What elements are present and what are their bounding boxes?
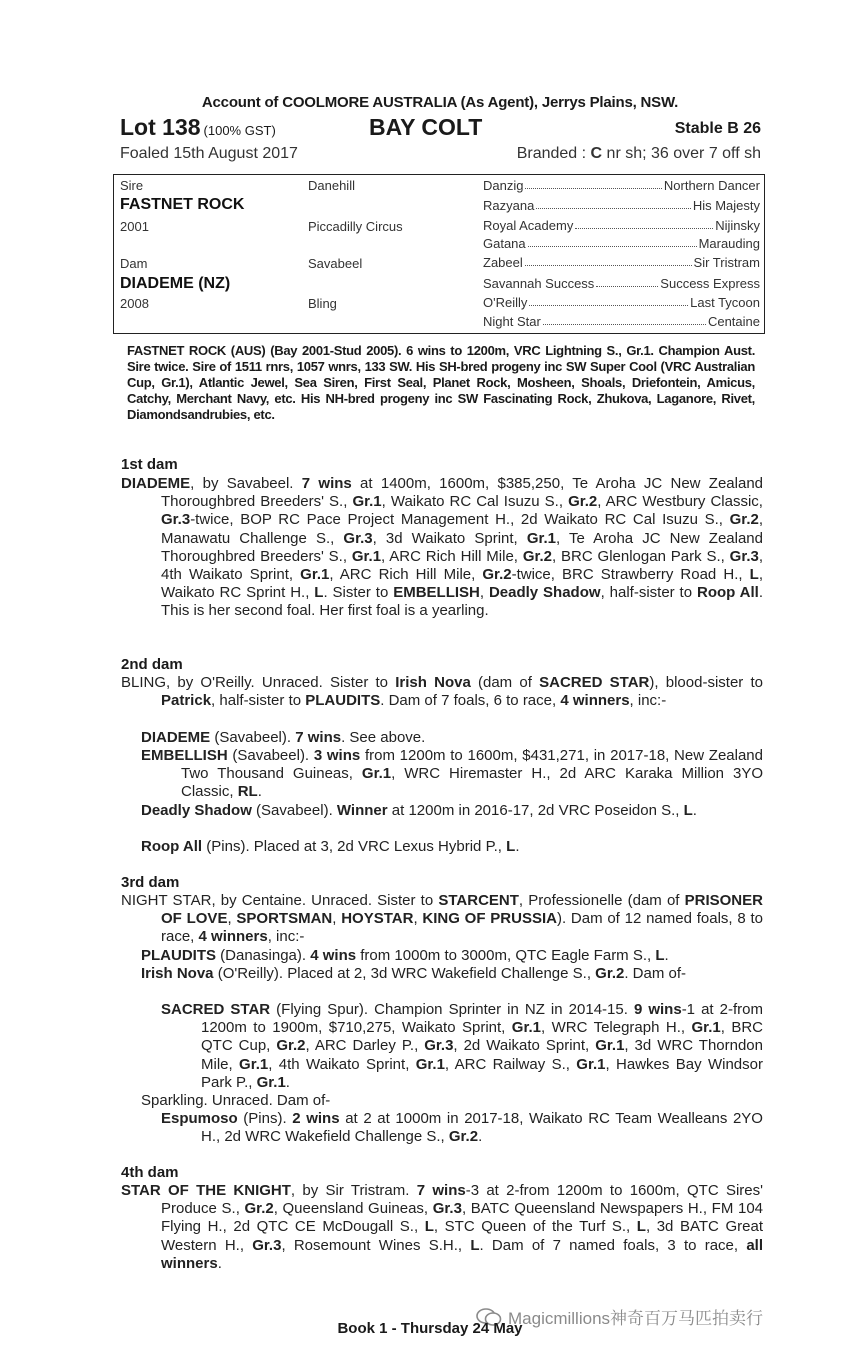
text-run: , Queensland Guineas, <box>273 1200 433 1218</box>
page-title: BAY COLT <box>369 114 483 140</box>
text-run: . Sister to <box>323 584 394 602</box>
bold-run: Gr.2 <box>729 511 759 529</box>
bold-run: SACRED STAR <box>539 674 650 691</box>
gen3-right: Northern Dancer <box>663 178 760 193</box>
dam3-grand-offspring <box>161 1001 763 1092</box>
text-run: (Savabeel). <box>227 747 314 764</box>
text-run: . See above. <box>341 729 426 746</box>
bold-run: 7 wins <box>301 475 352 492</box>
text-run: . <box>664 947 669 964</box>
dam-dam: Bling <box>308 296 337 311</box>
text-run: , Waikato RC Sprint H., <box>161 566 763 602</box>
bold-run: 7 wins <box>295 729 342 746</box>
bold-run: 4 winners <box>560 692 630 710</box>
bold-run: Winner <box>336 802 388 819</box>
text-run: . <box>285 1073 290 1091</box>
text-run: . Dam of 7 named foals, 3 to race, <box>479 1236 747 1254</box>
text-run: , ARC Darley P., <box>305 1037 425 1055</box>
bold-run: Gr.1 <box>300 566 330 584</box>
dam2-offspring <box>141 747 763 802</box>
gen3-row <box>483 276 760 291</box>
gen3-row <box>483 218 760 233</box>
bold-run: SPORTSMAN <box>236 910 333 928</box>
bold-run: L <box>424 1218 434 1236</box>
text-run: , WRC Telegraph H., <box>540 1019 692 1037</box>
dam3-intro <box>121 892 763 947</box>
bold-run: Gr.2 <box>482 566 512 584</box>
gen3-right: Centaine <box>707 314 760 329</box>
gen3-row <box>483 255 760 270</box>
heading-2nd-dam: 2nd dam <box>121 656 183 673</box>
text-run: -twice, BRC Strawberry Road H., <box>511 566 750 584</box>
heading-1st-dam: 1st dam <box>121 456 178 473</box>
bold-run: Irish Nova <box>395 674 471 691</box>
dam2-offspring <box>141 838 763 856</box>
brand-prefix: Branded : <box>516 145 591 162</box>
lot-number <box>120 114 276 141</box>
dam2-intro <box>121 674 763 710</box>
text-run: (Savabeel). <box>210 729 296 746</box>
text-run: . Dam of- <box>624 965 687 982</box>
stable-number: Stable B 26 <box>674 120 761 137</box>
text-run: ). Dam of 12 named foals, 8 to race, <box>161 910 763 946</box>
gen3-left: O'Reilly <box>483 295 528 310</box>
text-run: (Savabeel). <box>251 802 337 819</box>
text-run: at 1200m in 2016-17, 2d VRC Poseidon S., <box>387 802 684 819</box>
bold-run: 4 wins <box>310 947 357 964</box>
bold-run: STARCENT <box>438 892 519 909</box>
gen3-left: Royal Academy <box>483 218 574 233</box>
text-run: , 4th Waikato Sprint, <box>268 1055 416 1073</box>
sire-summary: FASTNET ROCK (AUS) (Bay 2001-Stud 2005). 6 wins to 1200m, VRC Lightning S., Gr.1. Champion Aust. Sire twice. Sire of 1511 rnrs, 1057 wnrs, 133 SW. His SH-bred progeny inc SW Super Cool (VRC Australian Cup, Gr.1), Atlantic Jewel, Sea Siren, First Seal, Planet Rock, Mosheen, Shoals, Driefontein, Amicus, Catchy, Merchant Navy, etc. His NH-bred progeny inc SW Fascinating Rock, Zhukova, Laganore, Rivet, Diamondsandrubies, etc. <box>127 343 755 422</box>
text-run: (Pins). <box>237 1110 293 1127</box>
gen3-left: Danzig <box>483 178 524 193</box>
text-run: (dam of <box>470 674 540 691</box>
gen3-row <box>483 236 760 251</box>
bold-run: 4 winners <box>198 928 268 946</box>
bold-run: Gr.1 <box>691 1019 721 1037</box>
bold-run: Gr.3 <box>252 1236 282 1254</box>
bold-run: L <box>683 802 693 819</box>
watermark-text: Magicmillions神奇百万马匹拍卖行 <box>508 1309 764 1328</box>
bold-run: Gr.2 <box>244 1200 274 1218</box>
dam2-offspring <box>141 729 763 747</box>
bold-run: KING OF PRUSSIA <box>422 910 557 928</box>
bold-run: Gr.3 <box>161 511 191 529</box>
text-run: , ARC Rich Hill Mile, <box>329 566 483 584</box>
gen3-row <box>483 198 760 213</box>
bold-run: L <box>636 1218 646 1236</box>
text-run: ), blood-sister to <box>649 674 763 691</box>
bold-run: 9 wins <box>633 1001 682 1018</box>
text-run: . <box>515 838 520 855</box>
bold-run: Gr.3 <box>729 547 759 565</box>
text-run: , by Savabeel. <box>190 475 302 492</box>
brand-description <box>517 145 761 163</box>
dam-name: DIADEME (NZ) <box>120 275 231 292</box>
text-run: -1 at 2-from 1200m to 1900m, $710,275, Waikato Sprint, <box>201 1001 763 1037</box>
bold-run: Gr.3 <box>343 529 373 547</box>
bold-run: Gr.1 <box>352 493 382 511</box>
bold-run: L <box>314 584 324 602</box>
text-run: , BRC QTC Cup, <box>201 1019 763 1055</box>
brand-mark: C <box>590 145 603 162</box>
text-run: , <box>332 910 342 928</box>
text-run: at 1400m, 1600m, $385,250, Te Aroha JC New Zealand Thoroughbred Breeders' S., <box>161 475 763 511</box>
bold-run: SACRED STAR <box>161 1001 271 1018</box>
gen3-left: Night Star <box>483 314 541 329</box>
dam3-offspring <box>141 1092 763 1110</box>
bold-run: Gr.1 <box>576 1055 606 1073</box>
text-run: , inc:- <box>267 928 305 946</box>
bold-run: Patrick <box>161 692 212 710</box>
text-run: , <box>227 910 237 928</box>
gen3-right: Sir Tristram <box>693 255 760 270</box>
text-run: (Danasinga). <box>216 947 311 964</box>
gen3-row <box>483 178 760 193</box>
text-run: , Professionelle (dam of <box>518 892 685 909</box>
sire-label: Sire <box>120 178 144 193</box>
gen3-left: Zabeel <box>483 255 523 270</box>
text-run: , ARC Rich Hill Mile, <box>381 547 523 565</box>
text-run: , Te Aroha JC New Zealand Thoroughbred Breeders' S., <box>161 529 763 565</box>
text-run: . <box>257 783 262 801</box>
text-run: , Rosemount Wines S.H., <box>281 1236 471 1254</box>
bold-run: Gr.2 <box>568 493 598 511</box>
bold-run: Gr.2 <box>522 547 552 565</box>
dam2-offspring <box>141 802 763 820</box>
gen3-right: Last Tycoon <box>690 295 760 310</box>
text-run: , Waikato RC Cal Isuzu S., <box>381 493 569 511</box>
heading-3rd-dam: 3rd dam <box>121 874 180 891</box>
bold-run: Gr.1 <box>351 547 382 565</box>
text-run: . <box>692 802 697 819</box>
bold-run: Gr.2 <box>595 965 625 982</box>
bold-run: PRISONER OF LOVE <box>161 892 763 928</box>
bold-run: Gr.1 <box>361 765 392 783</box>
dam1-paragraph <box>121 475 763 621</box>
bold-run: Gr.1 <box>239 1055 269 1073</box>
text-run: -twice, BOP RC Pace Project Management H., 2d Waikato RC Cal Isuzu S., <box>190 511 730 529</box>
text-run: , half-sister to <box>211 692 306 710</box>
gen3-right: Nijinsky <box>715 218 760 233</box>
bold-run: Gr.1 <box>526 529 557 547</box>
gen3-right: Marauding <box>698 236 760 251</box>
text-run: (Flying Spur). Champion Sprinter in NZ in 2014-15. <box>270 1001 634 1018</box>
text-run: , 3d BATC Great Western H., <box>161 1218 763 1254</box>
bold-run: Gr.3 <box>432 1200 462 1218</box>
text-run: (O'Reilly). Placed at 2, 3d WRC Wakefield Challenge S., <box>213 965 596 982</box>
text-run: , 3d Waikato Sprint, <box>372 529 527 547</box>
lot-gst-note: (100% GST) <box>203 123 276 138</box>
dam4-paragraph <box>121 1182 763 1273</box>
dam-year: 2008 <box>120 296 149 311</box>
bold-run: PLAUDITS <box>141 947 216 964</box>
bold-run: DIADEME <box>121 475 191 492</box>
bold-run: Gr.2 <box>448 1128 479 1146</box>
text-run: , ARC Railway S., <box>444 1055 577 1073</box>
sire-sire: Danehill <box>308 178 355 193</box>
bold-run: L <box>655 947 665 964</box>
foaled-date: Foaled 15th August 2017 <box>120 145 298 162</box>
text-run: , 2d Waikato Sprint, <box>453 1037 596 1055</box>
text-run: at 2 at 1000m in 2017-18, Waikato RC Team Wealleans 2YO H., 2d WRC Wakefield Challenge S., <box>201 1110 763 1146</box>
text-run: , <box>479 584 489 602</box>
text-run: Sparkling. Unraced. Dam of- <box>141 1092 331 1109</box>
sire-year: 2001 <box>120 219 149 234</box>
text-run: BLING, by O'Reilly. Unraced. Sister to <box>121 674 396 691</box>
text-run: , STC Queen of the Turf S., <box>433 1218 637 1236</box>
bold-run: Gr.1 <box>595 1037 625 1055</box>
dam3-offspring <box>141 947 763 965</box>
bold-run: HOYSTAR <box>341 910 414 928</box>
text-run: . <box>478 1128 483 1146</box>
gen3-left: Savannah Success <box>483 276 595 291</box>
bold-run: PLAUDITS <box>305 692 381 710</box>
sire-name: FASTNET ROCK <box>120 196 245 213</box>
text-run: . Dam of 7 foals, 6 to race, <box>380 692 561 710</box>
bold-run: Gr.3 <box>424 1037 454 1055</box>
sire-dam: Piccadilly Circus <box>308 219 403 234</box>
text-run: from 1200m to 1600m, $431,271, in 2017-18, New Zealand Two Thousand Guineas, <box>181 747 763 783</box>
text-run: , <box>413 910 423 928</box>
brand-detail: nr sh; 36 over 7 off sh <box>602 145 761 162</box>
bold-run: all winners <box>161 1236 763 1272</box>
text-run: , by Sir Tristram. <box>290 1182 417 1199</box>
bold-run: Espumoso <box>161 1110 238 1127</box>
bold-run: 2 wins <box>292 1110 340 1127</box>
vendor-account-line: Account of COOLMORE AUSTRALIA (As Agent), Jerrys Plains, NSW. <box>201 94 679 111</box>
text-run: -3 at 2-from 1200m to 1600m, QTC Sires' Produce S., <box>161 1182 763 1218</box>
pedigree-table <box>113 174 765 334</box>
dam3-offspring <box>141 965 763 983</box>
bold-run: 7 wins <box>416 1182 466 1199</box>
text-run: , BRC Glenlogan Park S., <box>552 547 730 565</box>
text-run: , BATC Queensland Newspapers H., FM 104 Flying H., 2d QTC CE McDougall S., <box>161 1200 764 1236</box>
bold-run: Deadly Shadow <box>141 802 252 819</box>
text-run: . <box>217 1254 222 1272</box>
bold-run: L <box>749 566 759 584</box>
dam-sire: Savabeel <box>308 256 363 271</box>
bold-run: RL <box>237 783 258 801</box>
text-run: , half-sister to <box>600 584 697 602</box>
bold-run: STAR OF THE KNIGHT <box>121 1182 291 1199</box>
text-run: , Manawatu Challenge S., <box>161 511 763 547</box>
bold-run: EMBELLISH <box>141 747 228 764</box>
text-run: , WRC Hiremaster H., 2d ARC Karaka Million 3YO Classic, <box>181 765 763 801</box>
bold-run: Gr.1 <box>511 1019 541 1037</box>
text-run: , 3d WRC Thorndon Mile, <box>201 1037 763 1073</box>
text-run: from 1000m to 3000m, QTC Eagle Farm S., <box>356 947 656 964</box>
text-run: , inc:- <box>629 692 667 710</box>
bold-run: Irish Nova <box>141 965 214 982</box>
bold-run: L <box>506 838 516 855</box>
bold-run: DIADEME <box>141 729 211 746</box>
text-run: , 4th Waikato Sprint, <box>161 547 764 584</box>
text-run: (Pins). Placed at 3, 2d VRC Lexus Hybrid P., <box>202 838 507 855</box>
gen3-left: Razyana <box>483 198 535 213</box>
bold-run: 3 wins <box>313 747 361 764</box>
gen3-right: Success Express <box>660 276 760 291</box>
bold-run: Roop All <box>696 584 759 602</box>
bold-run: EMBELLISH <box>393 584 480 602</box>
dam-label: Dam <box>120 256 148 271</box>
gen3-left: Gatana <box>483 236 526 251</box>
lot-label: Lot 138 <box>120 114 201 140</box>
gen3-row <box>483 314 760 329</box>
heading-4th-dam: 4th dam <box>121 1164 179 1181</box>
bold-run: Gr.1 <box>256 1073 286 1091</box>
text-run: NIGHT STAR, by Centaine. Unraced. Sister to <box>121 892 439 909</box>
bold-run: Gr.1 <box>415 1055 445 1073</box>
dam3-grand-offspring <box>161 1110 763 1146</box>
text-run: , ARC Westbury Classic, <box>597 493 763 511</box>
gen3-right: His Majesty <box>692 198 760 213</box>
page-footer: Book 1 - Thursday 24 May <box>337 1320 523 1337</box>
bold-run: Roop All <box>141 838 203 855</box>
gen3-row <box>483 295 760 310</box>
bold-run: Deadly Shadow <box>488 584 601 602</box>
text-run: . This is her second foal. Her first foal is a yearling. <box>161 584 763 620</box>
bold-run: Gr.2 <box>276 1037 306 1055</box>
bold-run: L <box>470 1236 480 1254</box>
text-run: , Hawkes Bay Windsor Park P., <box>201 1055 763 1091</box>
